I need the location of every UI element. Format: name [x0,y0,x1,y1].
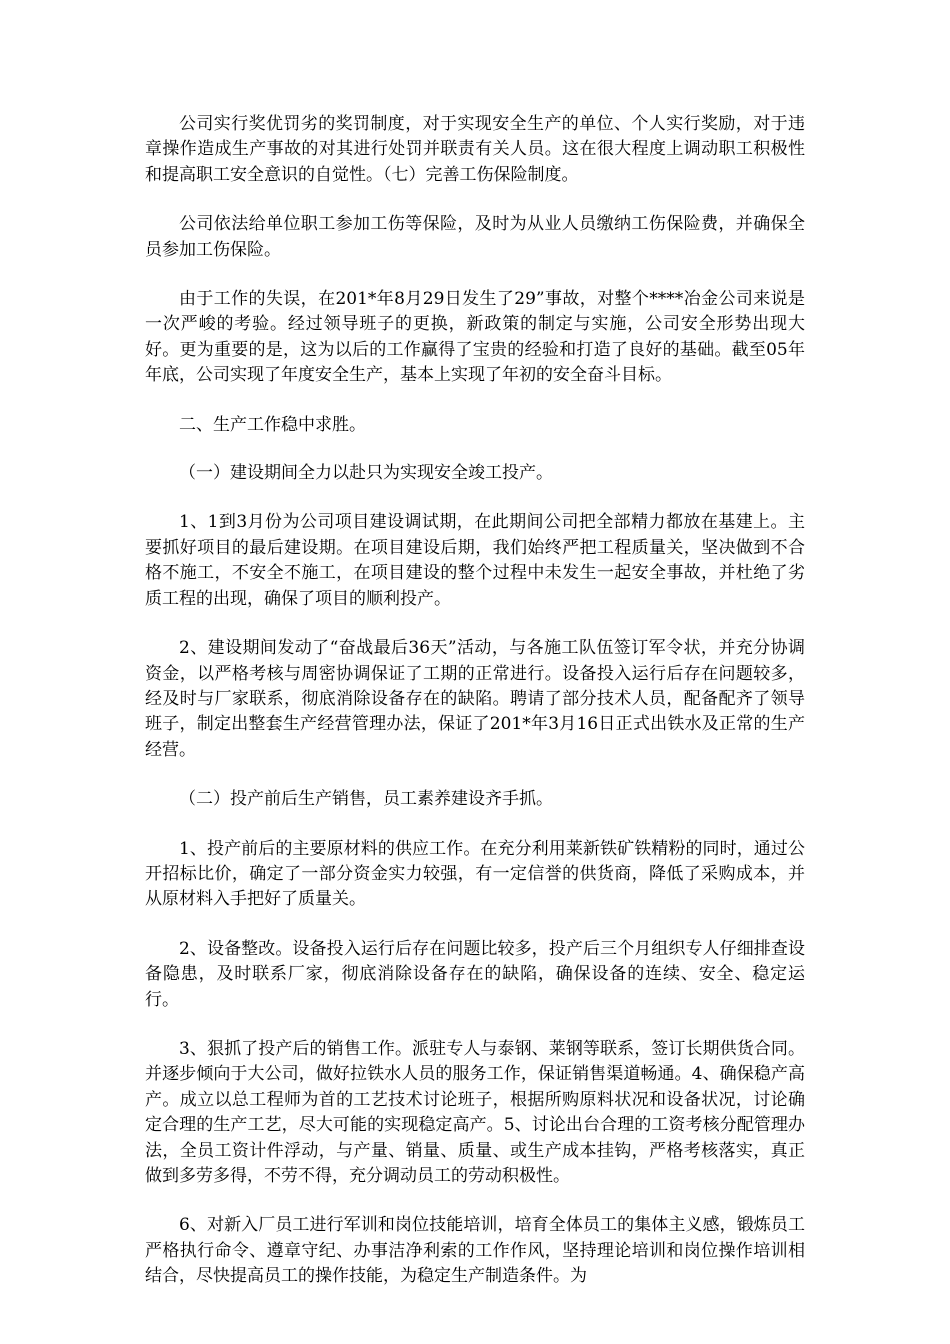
paragraph-item-1-materials: 1、投产前后的主要原材料的供应工作。在充分利用莱新铁矿铁精粉的同时，通过公开招标比价，确定了一部分资金实力较强，有一定信誉的供货商，降低了采购成本，并从原材料入手把好了质量关。 [145,838,805,910]
document-body [145,112,805,1314]
paragraph-item-6-training: 6、对新入厂员工进行军训和岗位技能培训，培育全体员工的集体主义感，锻炼员工严格执行命令、遵章守纪、办事洁净利索的工作作风，坚持理论培训和岗位操作培训相结合，尽快提高员工的操作技能，为稳定生产制造条件。为 [145,1215,805,1287]
paragraph-reward-penalty: 公司实行奖优罚劣的奖罚制度，对于实现安全生产的单位、个人实行奖励，对于违章操作造成生产事故的对其进行处罚并联责有关人员。这在很大程度上调动职工积极性和提高职工安全意识的自觉性。（七）完善工伤保险制度。 [145,114,805,185]
section-heading-production: 二、生产工作稳中求胜。 [179,414,366,435]
paragraph-item-1-commissioning: 1、1到3月份为公司项目建设调试期，在此期间公司把全部精力都放在基建上。主要抓好项目的最后建设期。在项目建设后期，我们始终严把工程质量关，坚决做到不合格不施工，不安全不施工，在项目建设的整个过程中未发生一起安全事故，并杜绝了劣质工程的出现，确保了项目的顺利投产。 [145,512,805,609]
paragraph-item-2-equipment: 2、设备整改。设备投入运行后存在问题比较多，投产后三个月组织专人仔细排查设备隐患，及时联系厂家，彻底消除设备存在的缺陷，确保设备的连续、安全、稳定运行。 [145,938,805,1010]
paragraph-item-3-sales: 3、狠抓了投产后的销售工作。派驻专人与泰钢、莱钢等联系，签订长期供货合同。并逐步倾向于大公司，做好拉铁水人员的服务工作，保证销售渠道畅通。4、确保稳产高产。成立以总工程师为首的工艺技术讨论班子，根据所购原料状况和设备状况，讨论确定合理的生产工艺，尽大可能的实现稳定高产。5、讨论出台合理的工资考核分配管理办法，全员工资计件浮动，与产量、销量、质量、或生产成本挂钩，严格考核落实，真正做到多劳多得，不劳不得，充分调动员工的劳动积极性。 [145,1038,805,1186]
paragraph-item-2-campaign: 2、建设期间发动了“奋战最后36天”活动，与各施工队伍签订军令状，并充分协调资金，以严格考核与周密协调保证了工期的正常进行。设备投入运行后存在问题较多，经及时与厂家联系，彻底消除设备存在的缺陷。聘请了部分技术人员，配备配齐了领导班子，制定出整套生产经营管理办法，保证了201*年3月16日正式出铁水及正常的生产经营。 [145,638,805,760]
paragraph-accident-review: 由于工作的失误，在201*年8月29日发生了29”事故，对整个****冶金公司来说是一次严峻的考验。经过领导班子的更换，新政策的制定与实施，公司安全形势出现大好。更为重要的是，这为以后的工作赢得了宝贵的经验和打造了良好的基础。截至05年年底，公司实现了年度安全生产，基本上实现了年初的安全奋斗目标。 [145,289,805,386]
paragraph-injury-insurance: 公司依法给单位职工参加工伤等保险，及时为从业人员缴纳工伤保险费，并确保全员参加工伤保险。 [145,214,805,260]
subheading-production-sales: （二）投产前后生产销售，员工素养建设齐手抓。 [179,789,553,810]
subheading-construction: （一）建设期间全力以赴只为实现安全竣工投产。 [179,463,553,484]
